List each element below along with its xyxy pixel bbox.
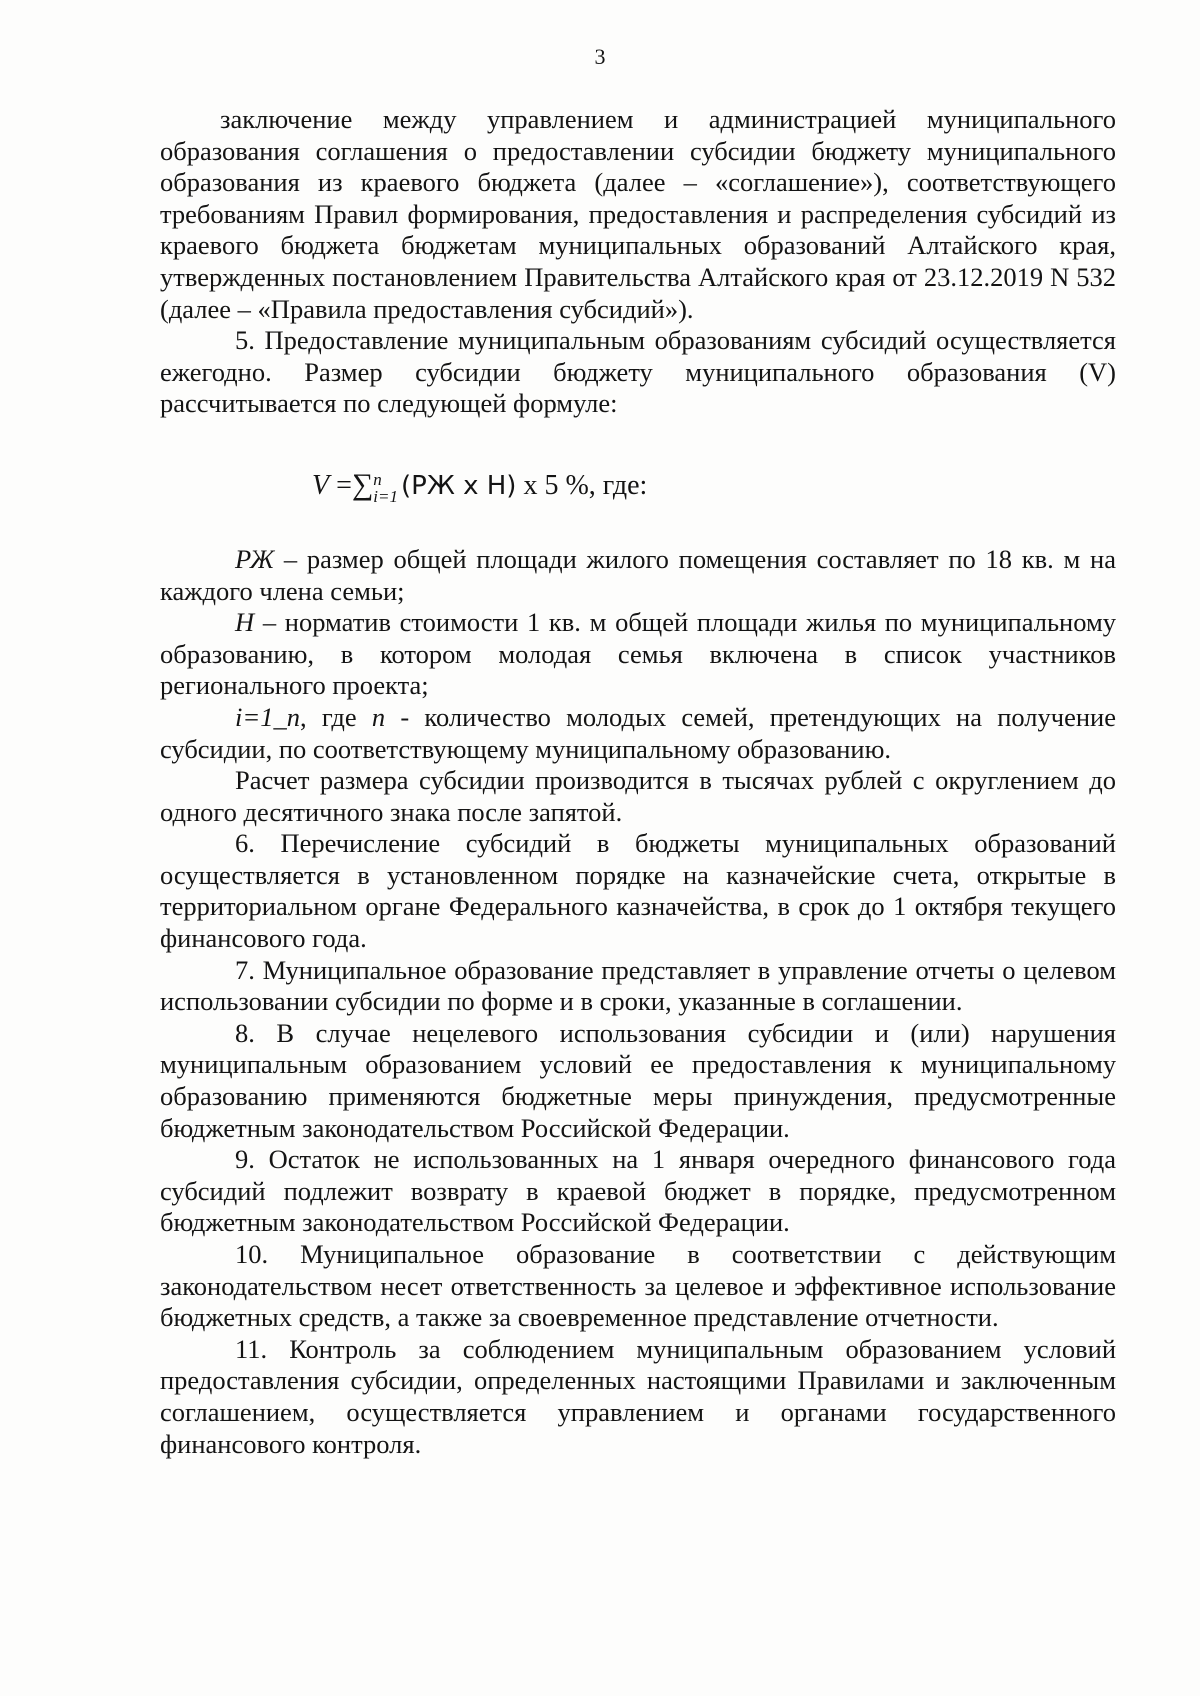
sum-lower-limit: i=1: [373, 486, 398, 506]
paragraph-8: 8. В случае нецелевого использования субсидии и (или) нарушения муниципальным образованием условий ее предоставления к муниципальному образованию применяются бюджетные меры принуждения, предусмотренные бюджетным законодательством Российской Федерации.: [160, 1017, 1116, 1143]
subsidy-formula: [160, 465, 1116, 506]
term-n: Н: [235, 607, 255, 638]
page-number: 3: [594, 44, 606, 69]
definition-n-text: – норматив стоимости 1 кв. м общей площади жилья по муниципальному образованию, в котором молодая семья включена в список участников регионального проекта;: [160, 607, 1116, 701]
formula-equals: =: [329, 469, 352, 501]
sum-upper-limit: n: [373, 469, 382, 489]
formula-body: (РЖ x Н): [401, 470, 517, 501]
formula-tail: x 5 %, где:: [516, 469, 648, 501]
definition-rzh-text: – размер общей площади жилого помещения составляет по 18 кв. м на каждого члена семьи;: [160, 543, 1116, 606]
definition-i-mid: , где: [300, 701, 372, 732]
sum-symbol: ∑: [351, 467, 374, 501]
document-body: [160, 104, 1116, 1460]
definition-rzh: [160, 544, 1116, 607]
paragraph-agreement: заключение между управлением и администрацией муниципального образования соглашения о предоставлении субсидии бюджету муниципального образования из краевого бюджета (далее – «соглашение»), соответствующего требованиям Правил формирования, предоставления и распределения субсидий из краевого бюджета бюджетам муниципальных образований Алтайского края, утвержденных постановлением Правительства Алтайского края от 23.12.2019 N 532 (далее – «Правила предоставления субсидий»).: [160, 104, 1116, 324]
formula-lhs: V: [312, 469, 330, 501]
paragraph-7: 7. Муниципальное образование представляет в управление отчеты о целевом использовании субсидии по форме и в сроки, указанные в соглашении.: [160, 954, 1116, 1017]
paragraph-6: 6. Перечисление субсидий в бюджеты муниципальных образований осуществляется в установленном порядке на казначейские счета, открытые в территориальном органе Федерального казначейства, в срок до 1 октября текущего финансового года.: [160, 828, 1116, 954]
definition-i: [160, 702, 1116, 765]
paragraph-10: 10. Муниципальное образование в соответствии с действующим законодательством несет ответственность за целевое и эффективное использование бюджетных средств, а также за своевременное представление отчетности.: [160, 1239, 1116, 1333]
paragraph-calculation: Расчет размера субсидии производится в тысячах рублей с округлением до одного десятичного знака после запятой.: [160, 765, 1116, 827]
definition-i-text: - количество молодых семей, претендующих на получение субсидии, по соответствующему муниципальному образованию.: [160, 701, 1116, 764]
paragraph-9: 9. Остаток не использованных на 1 января очередного финансового года субсидий подлежит возврату в краевой бюджет в порядке, предусмотренном бюджетным законодательством Российской Федерации.: [160, 1144, 1116, 1238]
sum-limits: [373, 471, 398, 505]
term-n-count: n: [371, 701, 386, 732]
term-rzh: РЖ: [235, 543, 275, 574]
paragraph-5: 5. Предоставление муниципальным образованиям субсидий осуществляется ежегодно. Размер субсидии бюджету муниципального образования (V) рассчитывается по следующей формуле:: [160, 325, 1116, 419]
paragraph-11: 11. Контроль за соблюдением муниципальным образованием условий предоставления субсидии, определенных настоящими Правилами и заключенным соглашением, осуществляется управлением и органами государственного финансового контроля.: [160, 1333, 1116, 1459]
definition-n: [160, 607, 1116, 702]
term-i: i=1_n: [235, 701, 300, 732]
